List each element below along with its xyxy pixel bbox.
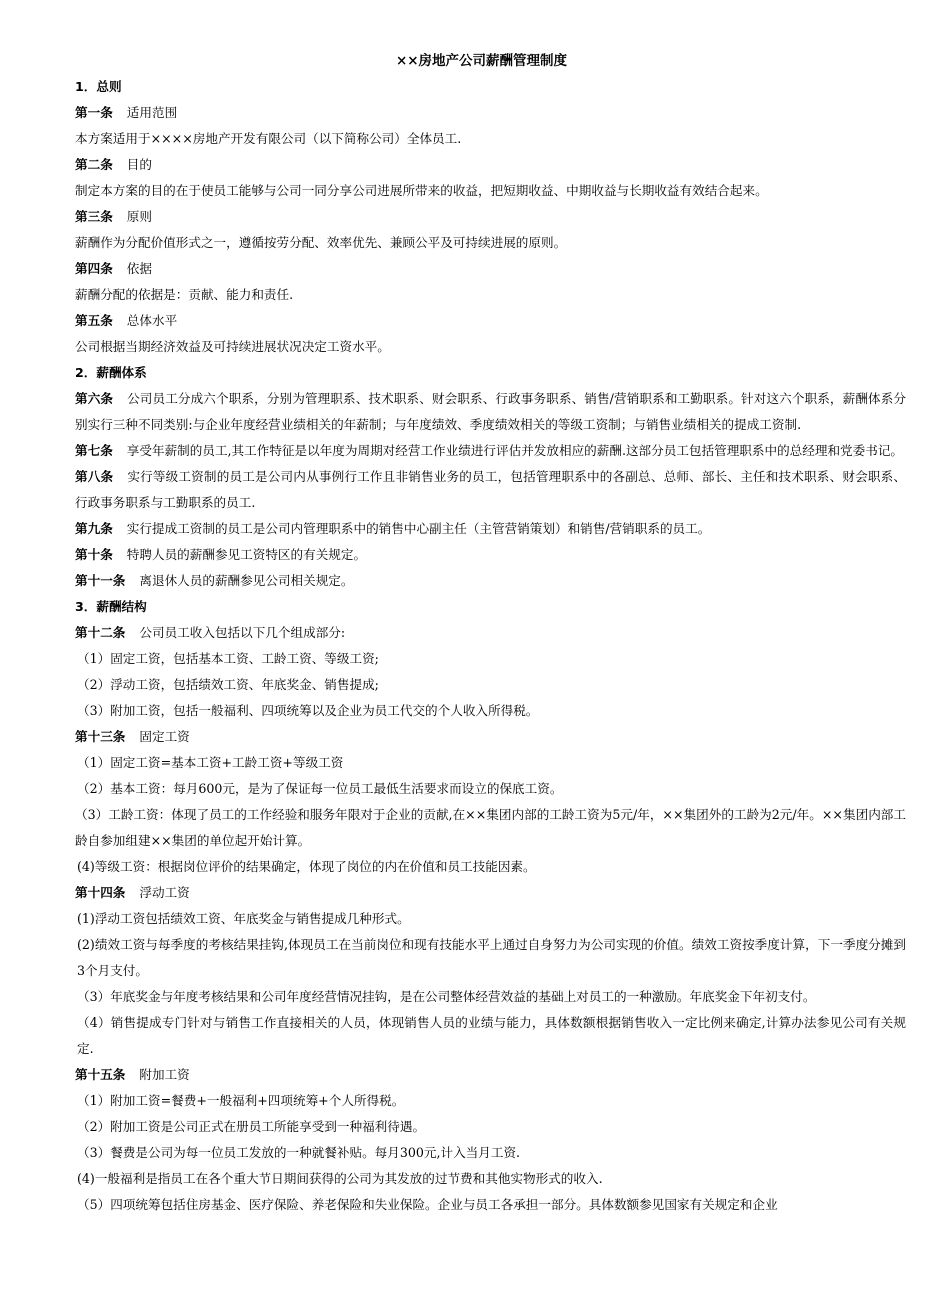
list-item: （1）固定工资=基本工资+工龄工资+等级工资 <box>77 755 344 770</box>
section-heading-general: 1．总则 <box>75 79 122 94</box>
article-5-text: 公司根据当期经济效益及可持续进展状况决定工资水平。 <box>75 339 390 354</box>
list-item: （4）销售提成专门针对与销售工作直接相关的人员，体现销售人员的业绩与能力，具体数额根据销售收入一定比例来确定,计算办法参见公司有关规定. <box>77 1015 906 1056</box>
article-7 <box>75 438 906 464</box>
article-14 <box>75 880 906 906</box>
list-item: （2）基本工资：每月600元，是为了保证每一位员工最低生活要求而设立的保底工资。 <box>77 781 563 796</box>
list-item: （3）餐费是公司为每一位员工发放的一种就餐补贴。每月300元,计入当月工资. <box>77 1145 521 1160</box>
article-number: 第一条 <box>75 105 113 120</box>
list-item: （2）浮动工资，包括绩效工资、年底奖金、销售提成; <box>77 677 379 692</box>
article-8 <box>75 464 906 516</box>
article-text: 实行提成工资制的员工是公司内管理职系中的销售中心副主任（主管营销策划）和销售/营销职系的员工。 <box>126 521 711 536</box>
list-item: (4)等级工资：根据岗位评价的结果确定，体现了岗位的内在价值和员工技能因素。 <box>77 859 536 874</box>
article-15 <box>75 1062 906 1088</box>
article-number: 第四条 <box>75 261 113 276</box>
article-4 <box>75 256 906 282</box>
article-number: 第三条 <box>75 209 113 224</box>
article-name: 附加工资 <box>139 1067 190 1082</box>
article-number: 第五条 <box>75 313 113 328</box>
article-12 <box>75 620 906 646</box>
article-13 <box>75 724 906 750</box>
article-3 <box>75 204 906 230</box>
article-text: 离退休人员的薪酬参见公司相关规定。 <box>139 573 354 588</box>
article-number: 第七条 <box>75 443 113 458</box>
article-name: 目的 <box>126 157 152 172</box>
article-6 <box>75 386 906 438</box>
article-number: 第二条 <box>75 157 113 172</box>
list-item <box>0 802 906 854</box>
article-text: 特聘人员的薪酬参见工资特区的有关规定。 <box>126 547 367 562</box>
article-1-text: 本方案适用于××××房地产开发有限公司（以下简称公司）全体员工. <box>75 131 462 146</box>
article-number: 第八条 <box>75 469 114 484</box>
article-2-text: 制定本方案的目的在于使员工能够与公司一同分享公司进展所带来的收益，把短期收益、中期收益与长期收益有效结合起来。 <box>75 183 768 198</box>
article-text: 公司员工收入包括以下几个组成部分: <box>139 625 346 640</box>
article-number: 第十二条 <box>75 625 126 640</box>
list-item: (4)一般福利是指员工在各个重大节日期间获得的公司为其发放的过节费和其他实物形式的收入. <box>77 1171 603 1186</box>
article-number: 第十一条 <box>75 573 126 588</box>
list-item: （1）固定工资，包括基本工资、工龄工资、等级工资; <box>77 651 379 666</box>
list-item: （2）附加工资是公司正式在册员工所能享受到一种福利待遇。 <box>77 1119 426 1134</box>
list-item: (2)绩效工资与每季度的考核结果挂钩,体现员工在当前岗位和现有技能水平上通过自身努力为公司实现的价值。绩效工资按季度计算，下一季度分摊到3个月支付。 <box>77 937 906 978</box>
article-9 <box>75 516 906 542</box>
article-name: 原则 <box>126 209 152 224</box>
article-10 <box>75 542 906 568</box>
section-heading-system: 2．薪酬体系 <box>75 365 147 380</box>
article-number: 第十四条 <box>75 885 126 900</box>
article-5 <box>75 308 906 334</box>
article-name: 浮动工资 <box>139 885 190 900</box>
article-number: 第六条 <box>75 391 114 406</box>
list-item-text: （3）工龄工资：体现了员工的工作经验和服务年限对于企业的贡献,在××集团内部的工龄工资为5元/年，××集团外的工龄为2元/年。××集团内部工龄自参加组建××集团的单位起开始计算。 <box>75 807 906 848</box>
document-title: ××房地产公司薪酬管理制度 <box>395 53 568 69</box>
article-2 <box>75 152 906 178</box>
article-text: 实行等级工资制的员工是公司内从事例行工作且非销售业务的员工，包括管理职系中的各副总、总师、部长、主任和技术职系、财会职系、行政事务职系与工勤职系的员工. <box>75 469 907 510</box>
article-number: 第九条 <box>75 521 113 536</box>
list-item: （5）四项统筹包括住房基金、医疗保险、养老保险和失业保险。企业与员工各承担一部分。具体数额参见国家有关规定和企业 <box>77 1197 778 1212</box>
article-name: 固定工资 <box>139 729 190 744</box>
article-name: 依据 <box>126 261 152 276</box>
article-3-text: 薪酬作为分配价值形式之一，遵循按劳分配、效率优先、兼顾公平及可持续进展的原则。 <box>75 235 567 250</box>
article-number: 第十五条 <box>75 1067 126 1082</box>
list-item: （1）附加工资=餐费+一般福利+四项统筹+个人所得税。 <box>77 1093 405 1108</box>
article-11 <box>75 568 906 594</box>
list-item: (1)浮动工资包括绩效工资、年底奖金与销售提成几种形式。 <box>77 911 410 926</box>
article-name: 总体水平 <box>126 313 178 328</box>
article-name: 适用范围 <box>126 105 178 120</box>
article-text: 享受年薪制的员工,其工作特征是以年度为周期对经营工作业绩进行评估并发放相应的薪酬.这部分员工包括管理职系中的总经理和党委书记。 <box>126 443 904 458</box>
article-number: 第十条 <box>75 547 113 562</box>
article-number: 第十三条 <box>75 729 126 744</box>
section-heading-structure: 3．薪酬结构 <box>75 599 147 614</box>
article-text: 公司员工分成六个职系，分别为管理职系、技术职系、财会职系、行政事务职系、销售/营销职系和工勤职系。针对这六个职系，薪酬体系分别实行三种不同类别:与企业年度经营业绩相关的年薪制；与年度绩效、季度绩效相关的等级工资制；与销售业绩相关的提成工资制. <box>75 391 907 432</box>
list-item: （3）附加工资，包括一般福利、四项统筹以及企业为员工代交的个人收入所得税。 <box>77 703 539 718</box>
list-item: （3）年底奖金与年度考核结果和公司年度经营情况挂钩，是在公司整体经营效益的基础上对员工的一种激励。年底奖金下年初支付。 <box>77 989 816 1004</box>
article-4-text: 薪酬分配的依据是：贡献、能力和责任. <box>75 287 294 302</box>
article-1 <box>75 100 906 126</box>
